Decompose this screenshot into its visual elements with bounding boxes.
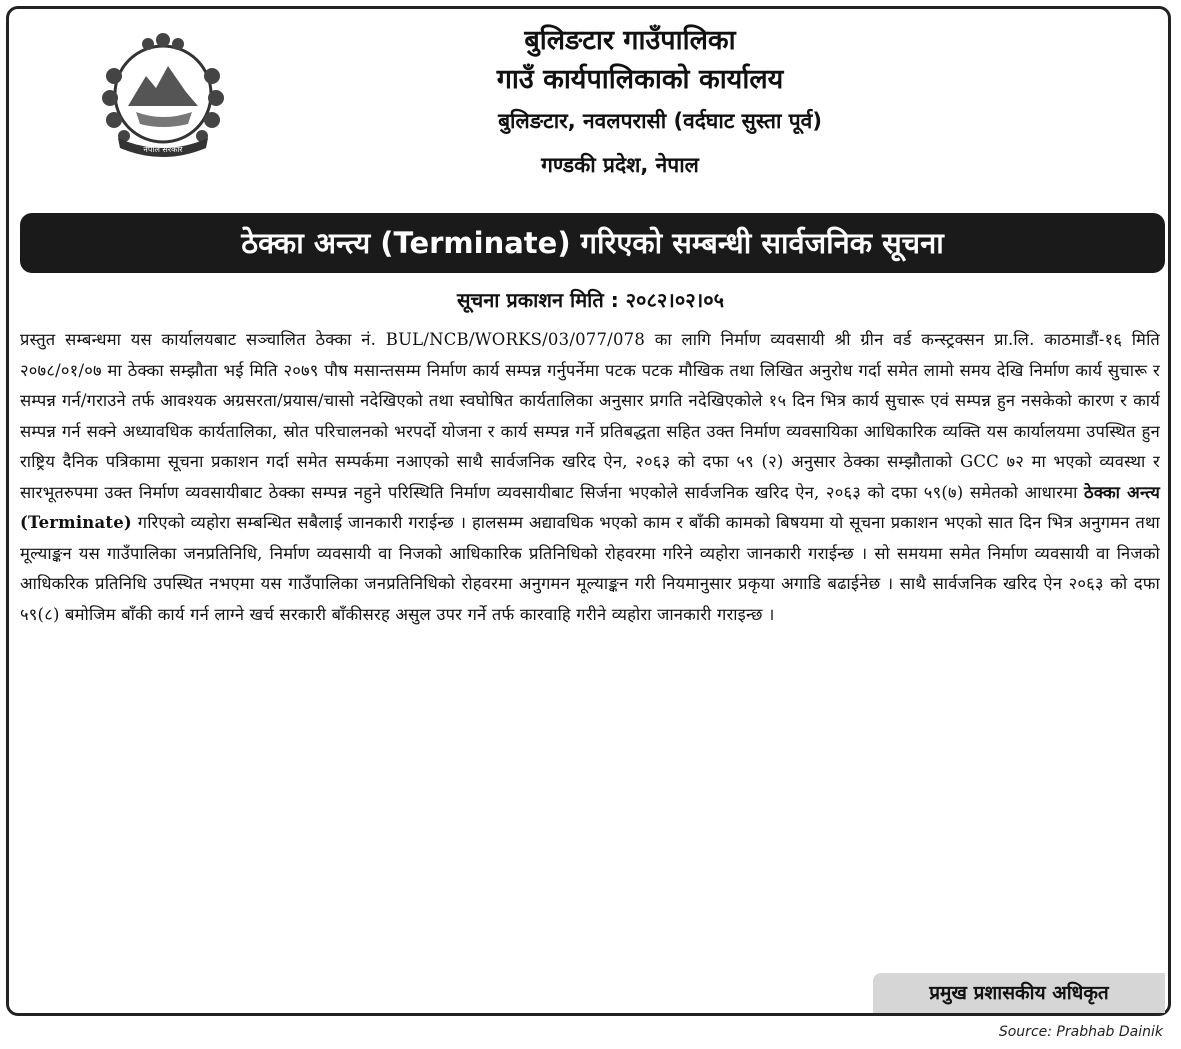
municipality-name: बुलिङटार गाउँपालिका [524, 25, 736, 56]
emblem-caption: नेपाल सरकार [143, 145, 183, 154]
body-bold-terminate: ठेक्का अन्त्य (Terminate) [20, 482, 1160, 532]
office-header [250, 22, 950, 188]
province-country: गण्डकी प्रदेश, नेपाल [541, 153, 699, 177]
office-address: बुलिङटार, नवलपरासी (वर्दघाट सुस्ता पूर्व) [498, 109, 822, 133]
source-credit: Source: Prabhab Dainik [998, 1024, 1163, 1040]
signatory-title: प्रमुख प्रशासकीय अधिकृत [873, 973, 1165, 1013]
notice-title: ठेक्का अन्त्य (Terminate) गरिएको सम्बन्धी सार्वजनिक सूचना [20, 213, 1165, 273]
body-part-1: प्रस्तुत सम्बन्धमा यस कार्यालयबाट सञ्चालित ठेक्का नं. BUL/NCB/WORKS/03/077/078 का लागि निर्माण व्यवसायी श्री ग्रीन वर्ड कन्स्ट्रक्सन प्रा.लि. काठमाडौं-१६ मिति २०७८/०१/०७ मा ठेक्का सम्झौता भई मिति २०७९ पौष मसान्तसम्म निर्माण कार्य सम्पन्न गर्नुपर्नेमा पटक पटक मौखिक तथा लिखित अनुरोध गर्दा समेत लामो समय देखि निर्माण कार्य सुचारू र सम्पन्न गर्न/गराउने तर्फ आवश्यक अग्रसरता/प्रयास/चासो नदेखिएको तथा स्वघोषित कार्यतालिका अनुसार प्रगति नदेखिएकोले १५ दिन भित्र कार्य सुचारू एवं सम्पन्न हुन नसकेको कारण र कार्य सम्पन्न गर्न सक्ने अध्यावधिक कार्यतालिका, स्रोत परिचालनको भरपर्दो योजना र कार्य सम्पन्न गर्ने प्रतिबद्धता सहित उक्त निर्माण व्यवसायिका आधिकारिक व्यक्ति यस कार्यालयमा उपस्थित हुन राष्ट्रिय दैनिक पत्रिकामा सूचना प्रकाशन गर्दा समेत सम्पर्कमा नआएको साथै सार्वजनिक खरिद ऐन, २०६३ को दफा ५९ (२) अनुसार ठेक्का सम्झौताको GCC ७२ मा भएको व्यवस्था र सारभूतरुपमा उक्त निर्माण व्यवसायीबाट ठेक्का सम्पन्न नहुने परिस्थिति निर्माण व्यवसायीबाट सिर्जना भएकोले सार्वजनिक खरिद ऐन, २०६३ को दफा ५९(७) समेतको आधारमा [20, 330, 1161, 502]
body-part-2: गरिएको व्यहोरा सम्बन्धित सबैलाई जानकारी गराईन्छ । हालसम्म अद्यावधिक भएको काम र बाँकी कामको बिषयमा यो सूचना प्रकाशन भएको सात दिन भित्र अनुगमन तथा मूल्याङ्कन यस गाउँपालिका जनप्रतिनिधि, निर्माण व्यवसायी वा निजको आधिकारिक प्रतिनिधिको रोहवरमा गरिने व्यहोरा जानकारी गराईन्छ । सो समयमा समेत निर्माण व्यवसायी वा निजको आधिकरिक प्रतिनिधि उपस्थित नभएमा यस गाउँपालिका जनप्रतिनिधिको रोहवरमा अनुगमन मूल्याङ्कन गरी नियमानुसार प्रकृया अगाडि बढाईनेछ । साथै सार्वजनिक खरिद ऐन २०६३ को दफा ५९(८) बमोजिम बाँकी कार्य गर्न लाग्ने खर्च सरकारी बाँकीसरह असुल उपर गर्ने तर्फ कारवाहि गरीने व्यहोरा जानकारी गराइन्छ । [20, 513, 1160, 624]
office-name: गाउँ कार्यपालिकाको कार्यालय [496, 64, 784, 95]
nepal-emblem-icon [88, 26, 238, 166]
notice-body [20, 325, 1160, 630]
publication-date: सूचना प्रकाशन मिति : २०८२।०२।०५ [456, 288, 725, 312]
